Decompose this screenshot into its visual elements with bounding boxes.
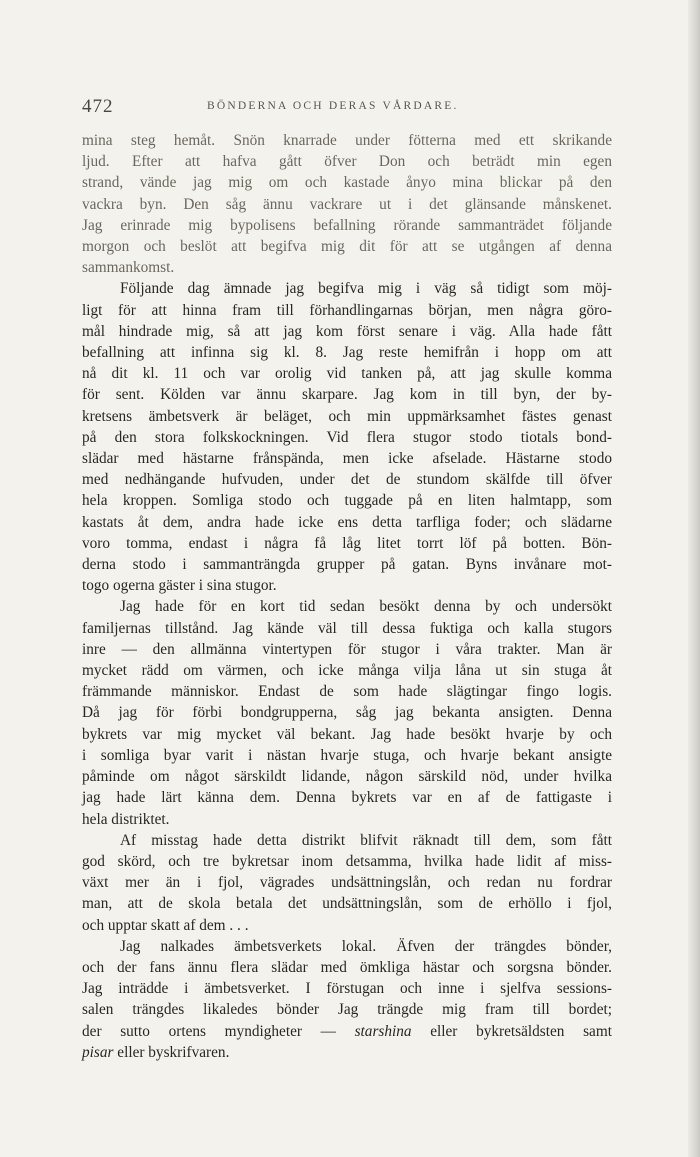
text-line: främmande människor. Endast de som hade slägtingar fingo logis.	[82, 683, 612, 701]
text-line: och upptar skatt af dem . . .	[82, 916, 249, 934]
italic-term-pisar: pisar	[82, 1043, 114, 1061]
text-line: mål hindrade mig, så att jag kom först senare i väg. Alla hade fått	[82, 322, 612, 340]
text-line: växt mer än i fjol, vägrades undsättningslån, och redan nu fordrar	[82, 874, 612, 892]
text-line: i somliga byar varit i nästan hvarje stuga, och hvarje bekant ansigte	[82, 746, 612, 764]
paragraph-2	[82, 278, 612, 596]
page-header	[82, 96, 612, 116]
text-line: mycket rädd om värmen, och icke många vilja låna ut sin stuga åt	[82, 662, 612, 680]
text-line: der sutto ortens myndigheter — starshina eller bykretsäldsten samt	[82, 1022, 612, 1040]
page-number: 472	[82, 96, 114, 117]
page-edge-shadow	[688, 0, 700, 1157]
paragraph-4	[82, 830, 612, 936]
text-line: hela kroppen. Somliga stodo och tuggade på en liten halmtapp, som	[82, 492, 612, 510]
running-head: BÖNDERNA OCH DERAS VÅRDARE.	[207, 100, 459, 112]
text-line: nå dit kl. 11 och var orolig vid tanken på, att jag skulle komma	[82, 365, 612, 383]
text-line: bykrets var mig mycket väl bekant. Jag hade besökt hvarje by och	[82, 725, 612, 743]
text-line: slädar med hästarne frånspända, men icke afselade. Hästarne stodo	[82, 450, 612, 468]
text-line: Jag inträdde i ämbetsverket. I förstugan och inne i sjelfva sessions-	[82, 980, 612, 998]
text-line: god skörd, och tre bykretsar inom detsamma, hvilka hade lidit af miss-	[82, 852, 612, 870]
text-line: med nedhängande hufvuden, under det de stundom skälfde till öfver	[82, 471, 612, 489]
text-line: salen trängdes likaledes bönder Jag trängde mig fram till bordet;	[82, 1001, 612, 1019]
text-line: Då jag för förbi bondgrupperna, såg jag bekanta ansigten. Denna	[82, 704, 612, 722]
text-line: ljud. Efter att hafva gått öfver Don och beträdt min egen	[82, 153, 612, 171]
text-line: befallning att infinna sig kl. 8. Jag reste hemifrån i hopp om att	[82, 344, 612, 362]
text-line: Jag hade för en kort tid sedan besökt denna by och undersökt	[120, 598, 612, 616]
text-line: man, att de skola betala det undsättningslån, som de erhöllo i fjol,	[82, 895, 612, 913]
text-line: påminde om något särskildt lidande, någon särskild nöd, under hvilka	[82, 768, 612, 786]
text-line: för sent. Kölden var ännu skarpare. Jag kom in till byn, der by-	[82, 386, 612, 404]
text-line: mina steg hemåt. Snön knarrade under fötterna med ett skrikande	[82, 132, 612, 149]
paragraph-1	[82, 130, 612, 278]
text-line: inre — den allmänna vintertypen för stugor i våra trakter. Man är	[82, 640, 612, 658]
text-line: morgon och beslöt att begifva mig dit för att se utgången af denna	[82, 238, 612, 256]
text-line: kretsens ämbetsverk är beläget, och min uppmärksamhet fästes genast	[82, 407, 612, 425]
text-line: hela distriktet.	[82, 810, 170, 828]
text-line: pisar eller byskrifvaren.	[82, 1043, 230, 1061]
text-line: kastats åt dem, andra hade icke ens detta tarfliga foder; och slädarne	[82, 513, 612, 531]
text-line: Jag erinrade mig bypolisens befallning rörande sammanträdet följande	[82, 216, 612, 234]
text-line: jag hade lärt känna dem. Denna bykrets var en af de fattigaste i	[82, 789, 612, 807]
paragraph-5	[82, 936, 612, 1063]
text-line: och der fans ännu flera slädar med ömkliga hästar och sorgsna bönder.	[82, 958, 612, 976]
text-line: Jag nalkades ämbetsverkets lokal. Äfven der trängdes bönder,	[120, 937, 612, 955]
text-line: derna stodo i sammanträngda grupper på gatan. Byns invånare mot-	[82, 556, 612, 574]
text-line: på den stora folkskockningen. Vid flera stugor stodo tiotals bond-	[82, 428, 612, 446]
text-line: togo ogerna gäster i sina stugor.	[82, 577, 277, 595]
text-line: ligt för att hinna fram till förhandlingarnas början, men några göro-	[82, 301, 612, 319]
text-line: Följande dag ämnade jag begifva mig i väg så tidigt som möj-	[120, 280, 612, 298]
text-line: vackra byn. Den såg ännu vackrare ut i det glänsande månskenet.	[82, 195, 612, 213]
body-text	[82, 130, 612, 1063]
text-line: Af misstag hade detta distrikt blifvit räknadt till dem, som fått	[120, 831, 612, 849]
text-line: familjernas tillstånd. Jag kände väl till dessa fuktiga och kalla stugors	[82, 619, 612, 637]
italic-term-starshina: starshina	[354, 1022, 412, 1040]
paragraph-3	[82, 596, 612, 829]
text-line: sammankomst.	[82, 259, 175, 277]
text-line: voro tomma, endast i några få låg litet torrt löf på botten. Bön-	[82, 534, 612, 552]
text-line: strand, vände jag mig om och kastade ånyo mina blickar på den	[82, 174, 612, 192]
